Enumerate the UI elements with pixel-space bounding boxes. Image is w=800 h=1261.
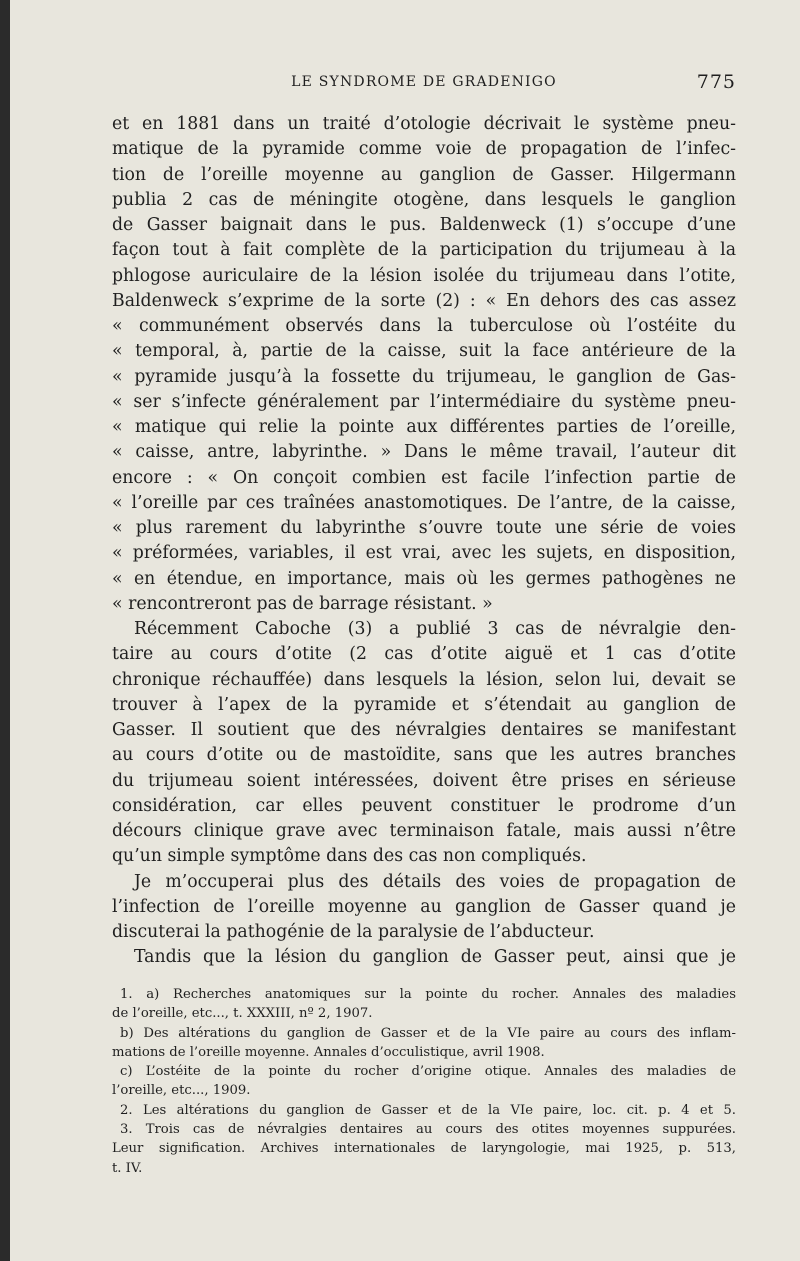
footnote-line: Leur signification. Archives internationales de laryngologie, mai 1925, p. 513, [112,1141,736,1157]
page-binding-edge [0,0,10,1261]
quote-line: « l’oreille par ces traînées anastomotiques. De l’antre, de la caisse, [112,492,736,513]
text-line: du trijumeau soient intéressées, doivent être prises en sérieuse [112,770,736,791]
quote-line: « en étendue, en importance, mais où les germes pathogènes ne [112,568,736,589]
text-line: matique de la pyramide comme voie de propagation de l’infec- [112,139,736,160]
page-number: 775 [696,71,736,93]
paragraph-start-line: Tandis que la lésion du ganglion de Gasser peut, ainsi que je [134,947,736,968]
footnote-line: b) Des altérations du ganglion de Gasser et de la VIe paire au cours des inflam- [120,1025,736,1041]
quote-line: « temporal, à, partie de la caisse, suit la face antérieure de la [112,341,736,362]
text-line: décours clinique grave avec terminaison fatale, mais aussi n’être [112,821,736,841]
footnote-line: de l’oreille, etc..., t. XXXIII, nº 2, 1907. [112,1006,373,1022]
text-line: taire au cours d’otite (2 cas d’otite aiguë et 1 cas d’otite [112,644,736,665]
text-line: de Gasser baignait dans le pus. Baldenweck (1) s’occupe d’une [112,215,736,235]
text-line: encore : « On conçoit combien est facile l’infection partie de [112,467,736,488]
quote-line: « préformées, variables, il est vrai, avec les sujets, en disposition, [112,543,736,564]
footnote-line: 3. Trois cas de névralgies dentaires au cours des otites moyennes suppurées. [120,1122,736,1138]
text-line: considération, car elles peuvent constituer le prodrome d’un [112,795,736,816]
footnote-line: 1. a) Recherches anatomiques sur la pointe du rocher. Annales des maladies [120,987,736,1002]
quote-line: « plus rarement du labyrinthe s’ouvre toute une série de voies [112,518,736,538]
body-text [112,112,736,971]
quote-line: « pyramide jusqu’à la fossette du trijumeau, le ganglion de Gas- [112,366,736,387]
quote-line: « caisse, antre, labyrinthe. » Dans le même travail, l’auteur dit [112,442,736,463]
footnote-line: 2. Les altérations du ganglion de Gasser et de la VIe paire, loc. cit. p. 4 et 5. [120,1102,736,1118]
quote-line: « rencontreront pas de barrage résistant. » [112,593,493,614]
text-line: tion de l’oreille moyenne au ganglion de Gasser. Hilgermann [112,164,736,185]
text-line: et en 1881 dans un traité d’otologie décrivait le système pneu- [112,114,736,134]
text-line: trouver à l’apex de la pyramide et s’étendait au ganglion de [112,694,736,715]
text-line: Baldenweck s’exprime de la sorte (2) : « En dehors des cas assez [112,290,736,311]
footnote-line: c) L’ostéite de la pointe du rocher d’origine otique. Annales des maladies de [120,1064,736,1080]
footnote-line: mations de l’oreille moyenne. Annales d’occulistique, avril 1908. [112,1044,545,1060]
page-header [112,71,736,98]
text-line: Gasser. Il soutient que des névralgies dentaires se manifestant [112,720,736,740]
text-line: discuterai la pathogénie de la paralysie de l’abducteur. [112,922,595,942]
text-line: chronique réchauffée) dans lesquels la lésion, selon lui, devait se [112,669,736,690]
text-line: au cours d’otite ou de mastoïdite, sans que les autres branches [112,745,736,766]
paragraph-start-line: Je m’occuperai plus des détails des voies de propagation de [134,871,736,892]
quote-line: « ser s’infecte généralement par l’intermédiaire du système pneu- [112,391,736,412]
text-line: qu’un simple symptôme dans des cas non compliqués. [112,846,587,867]
quote-line: « communément observés dans la tuberculose où l’ostéite du [112,316,736,336]
running-title: LE SYNDROME DE GRADENIGO [291,74,557,90]
quote-line: « matique qui relie la pointe aux différentes parties de l’oreille, [112,417,736,437]
footnote-line: l’oreille, etc..., 1909. [112,1083,251,1099]
paragraph-start-line: Récemment Caboche (3) a publié 3 cas de névralgie den- [134,619,736,639]
text-line: façon tout à fait complète de la participation du trijumeau à la [112,240,736,261]
text-line: l’infection de l’oreille moyenne au ganglion de Gasser quand je [112,896,736,917]
text-line: phlogose auriculaire de la lésion isolée du trijumeau dans l’otite, [112,265,736,286]
text-line: publia 2 cas de méningite otogène, dans lesquels le ganglion [112,189,736,210]
footnotes [112,985,736,1178]
footnote-line: t. IV. [112,1160,143,1176]
